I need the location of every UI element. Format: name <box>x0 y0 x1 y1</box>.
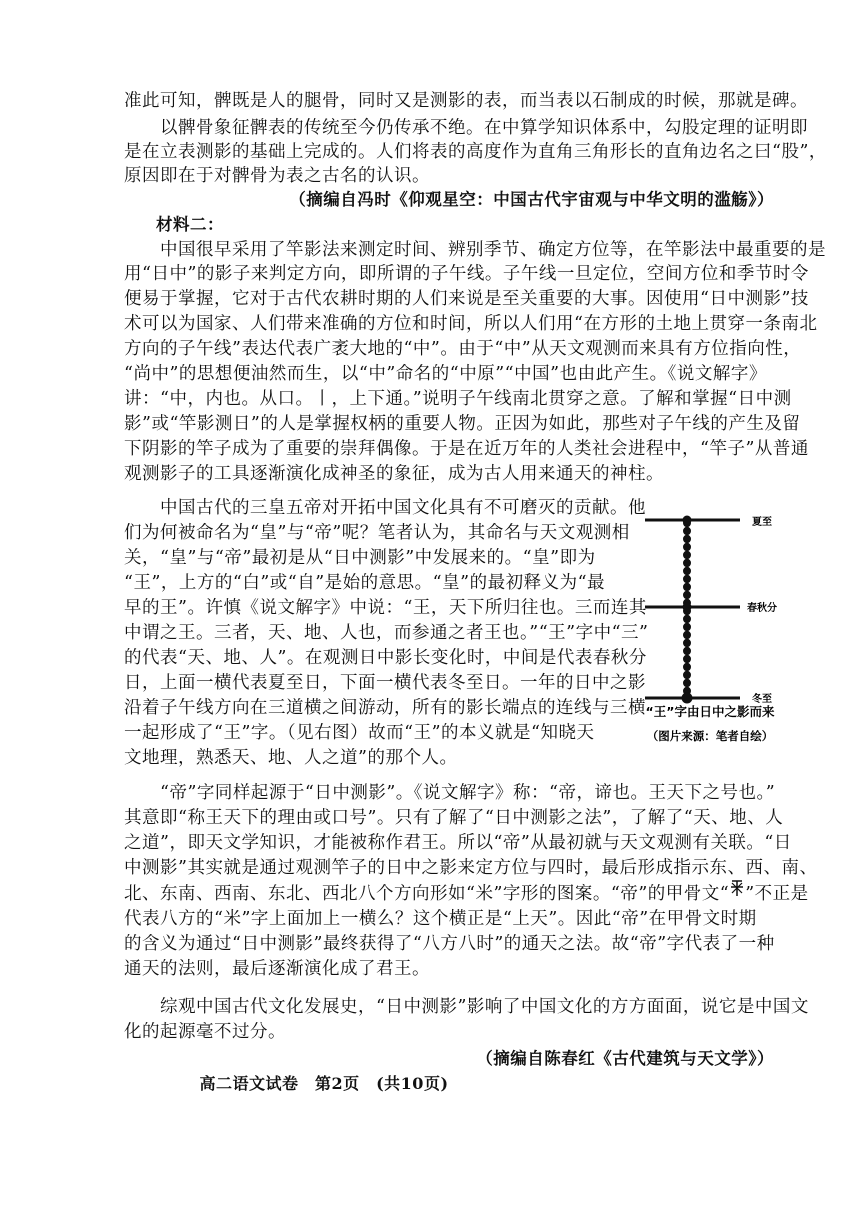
text-line: 化的起源毫不过分。 <box>124 1022 286 1042</box>
text-segment: 北、东南、西南、东北、西北八个方向形如“米”字形的图案。“帝”的甲骨文“ <box>124 884 730 904</box>
text-line: 讲：“中，内也。从口。丨，上下通。”说明子午线南北贯穿之意。了解和掌握“日中测 <box>124 389 792 409</box>
pole-bead <box>683 591 691 599</box>
text-line: 日，上面一横代表夏至日，下面一横代表冬至日。一年的日中之影 <box>124 673 646 693</box>
source-citation-2: （摘编自陈春红《古代建筑与天文学》） <box>476 1049 774 1068</box>
wang-character-figure <box>640 505 790 755</box>
text-line: 原因即在于对髀骨为表之古名的认识。 <box>124 166 430 186</box>
text-line: “王”，上方的“白”或“自”是始的意思。“皇”的最初释义为“最 <box>124 573 606 593</box>
text-line: 影”或“竿影测日”的人是掌握权柄的重要人物。正因为如此，那些对子午线的产生及留 <box>124 414 801 434</box>
pole-bead <box>683 631 691 639</box>
shadow-point-top <box>683 516 692 525</box>
pole-bead <box>683 559 691 567</box>
pole-bead <box>683 535 691 543</box>
text-segment: ”不正是 <box>745 884 809 904</box>
text-line: 是在立表测影的基础上完成的。人们将表的高度作为直角三角形长的直角边名之曰“股”， <box>124 142 827 162</box>
text-line: 观测影子的工具逐渐演化成神圣的象征，成为古人用来通天的神柱。 <box>124 464 664 484</box>
oracle-bone-di-glyph <box>729 879 745 897</box>
source-citation-1: （摘编自冯时《仰观星空：中国古代宇宙观与中华文明的滥觞》） <box>289 190 774 209</box>
text-line: “尚中”的思想便油然而生，以“中”命名的“中原”“中国”也由此产生。《说文解字》 <box>124 364 767 384</box>
pole-bead <box>683 647 691 655</box>
pole-bead <box>683 583 691 591</box>
text-line: 准此可知，髀既是人的腿骨，同时又是测影的表，而当表以石制成的时候，那就是碑。 <box>124 91 808 111</box>
text-line: 中国很早采用了竿影法来测定时间、辨别季节、确定方位等，在竿影法中最重要的是 <box>124 240 826 260</box>
label-winter-solstice: 冬至 <box>752 694 772 705</box>
text-line: 其意即“称王天下的理由或口号”。只有了解了“日中测影之法”，了解了“天、地、人 <box>124 808 784 828</box>
text-line: 综观中国古代文化发展史，“日中测影”影响了中国文化的方方面面，说它是中国文 <box>124 997 809 1017</box>
text-line: 的代表“天、地、人”。在观测日中影长变化时，中间是代表春秋分 <box>124 648 647 668</box>
text-line: 以髀骨象征髀表的传统至今仍传承不绝。在中算学知识体系中，勾股定理的证明即 <box>124 118 808 138</box>
text-line: 代表八方的“米”字上面加上一横么？这个横正是“上天”。因此“帝”在甲骨文时期 <box>124 909 757 929</box>
pole-bead <box>683 615 691 623</box>
page-footer: 高二语文试卷 第2页 (共10页) <box>199 1074 449 1093</box>
text-line: “帝”字同样起源于“日中测影”。《说文解字》称：“帝，谛也。王天下之号也。” <box>124 783 776 803</box>
text-line: 之道”，即天文学知识，才能被称作君王。所以“帝”从最初就与天文观测有关联。“日 <box>124 833 792 853</box>
text-line: 用“日中”的影子来判定方向，即所谓的子午线。子午线一旦定位，空间方位和季节时令 <box>124 264 809 284</box>
text-line: 们为何被命名为“皇”与“帝”呢？笔者认为，其命名与天文观测相 <box>124 523 630 543</box>
material-2-heading: 材料二： <box>156 215 224 234</box>
figure-credit: （图片来源：笔者自绘） <box>646 729 774 743</box>
pole-bead <box>683 663 691 671</box>
pole-bead <box>683 543 691 551</box>
text-line: 一起形成了“王”字。（见右图）故而“王”的本义就是“知晓天 <box>124 723 595 743</box>
pole-bead <box>683 567 691 575</box>
text-line: 中国古代的三皇五帝对开拓中国文化具有不可磨灭的贡献。他 <box>124 498 646 518</box>
text-line: 文地理，熟悉天、地、人之道”的那个人。 <box>124 748 458 768</box>
pole-bead <box>683 679 691 687</box>
pole-bead <box>683 527 691 535</box>
label-summer-solstice: 夏至 <box>752 517 772 528</box>
pole-bead <box>683 623 691 631</box>
text-line: 沿着子午线方向在三道横之间游动，所有的影长端点的连线与三横 <box>124 698 646 718</box>
text-line: 术可以为国家、人们带来准确的方位和时间，所以人们用“在方形的土地上贯穿一条南北 <box>124 314 818 334</box>
text-line: 中测影”其实就是通过观测竿子的日中之影来定方位与四时，最后形成指示东、西、南、 <box>124 858 818 878</box>
pole-bead <box>683 551 691 559</box>
text-line: 早的王”。许慎《说文解字》中说：“王，天下所归往也。三而连其 <box>124 598 647 618</box>
text-line: 通天的法则，最后逐渐演化成了君王。 <box>124 959 430 979</box>
text-line <box>124 882 809 906</box>
pole-bead <box>683 639 691 647</box>
text-line: 便易于掌握，它对于古代农耕时期的人们来说是至关重要的大事。因使用“日中测影”技 <box>124 289 809 309</box>
label-equinox: 春秋分 <box>747 603 777 614</box>
shadow-point-middle <box>683 603 692 612</box>
pole-bead <box>683 575 691 583</box>
text-line: 关，“皇”与“帝”最初是从“日中测影”中发展来的。“皇”即为 <box>124 548 596 568</box>
pole-bead <box>683 655 691 663</box>
figure-caption: “王”字由日中之影而来 <box>645 704 775 719</box>
text-line: 的含义为通过“日中测影”最终获得了“八方八时”的通天之法。故“帝”字代表了一种 <box>124 934 775 954</box>
text-line: 中谓之王。三者，天、地、人也，而参通之者王也。”“王”字中“三” <box>124 623 649 643</box>
oracle-bone-di-icon <box>729 879 745 897</box>
shadow-point-bottom <box>682 693 693 704</box>
text-line: 下阴影的竿子成为了重要的崇拜偶像。于是在近万年的人类社会进程中，“竿子”从普通 <box>124 439 809 459</box>
pole-bead <box>683 671 691 679</box>
text-line: 方向的子午线”表达代表广袤大地的“中”。由于“中”从天文观测而来具有方位指向性， <box>124 339 802 359</box>
